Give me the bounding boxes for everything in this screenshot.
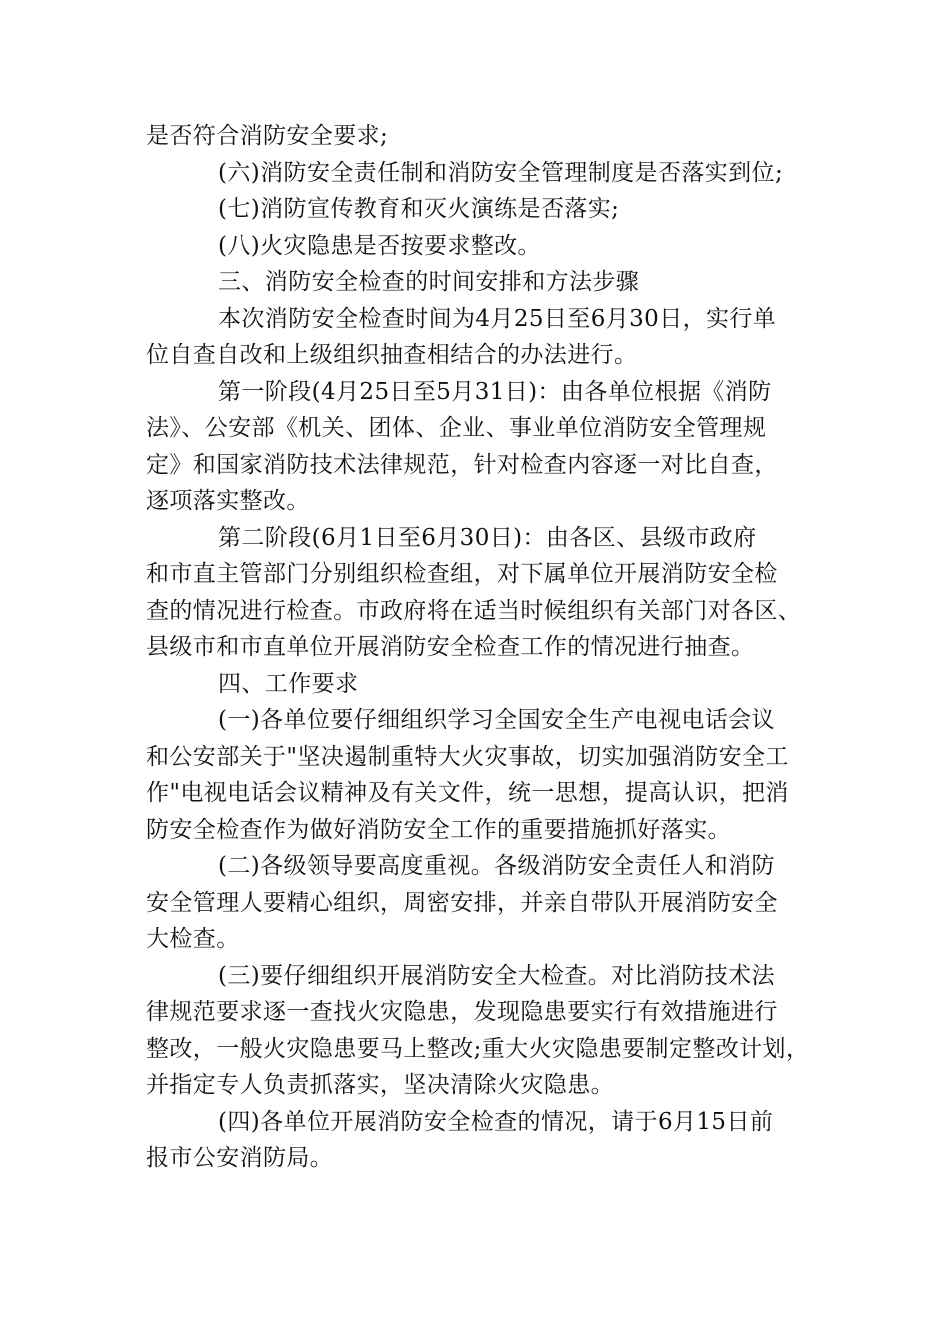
text-line: 律规范要求逐一查找火灾隐患，发现隐患要实行有效措施进行	[146, 999, 778, 1025]
text-line: 法》、公安部《机关、团体、企业、事业单位消防安全管理规	[146, 415, 767, 441]
text-line: (二)各级领导要高度重视。各级消防安全责任人和消防	[218, 853, 775, 879]
text-line: 本次消防安全检查时间为4月25日至6月30日，实行单	[218, 305, 777, 332]
text-line: 位自查自改和上级组织抽查相结合的办法进行。	[146, 342, 638, 368]
text-line: 报市公安消防局。	[146, 1145, 334, 1171]
text-line: 县级市和市直单位开展消防安全检查工作的情况进行抽查。	[146, 634, 755, 660]
text-line: (一)各单位要仔细组织学习全国安全生产电视电话会议	[218, 707, 775, 733]
text-line: 防安全检查作为做好消防安全工作的重要措施抓好落实。	[146, 816, 731, 843]
text-line: (八)火灾隐患是否按要求整改。	[218, 232, 541, 259]
text-line: 大检查。	[146, 926, 240, 952]
text-line: 和市直主管部门分别组织检查组，对下属单位开展消防安全检	[146, 561, 778, 587]
text-line: 第二阶段(6月1日至6月30日)：由各区、县级市政府	[218, 524, 757, 551]
text-line: 安全管理人要精心组织，周密安排，并亲自带队开展消防安全	[146, 889, 778, 916]
text-line: 四、工作要求	[218, 670, 359, 697]
text-line: 并指定专人负责抓落实，坚决清除火灾隐患。	[146, 1072, 614, 1098]
text-line: 逐项落实整改。	[146, 488, 310, 514]
text-line: 作"电视电话会议精神及有关文件，统一思想，提高认识，把消	[146, 780, 789, 806]
text-line: 三、消防安全检查的时间安排和方法步骤	[218, 269, 640, 295]
text-line: 第一阶段(4月25日至5月31日)：由各单位根据《消防	[218, 378, 772, 405]
text-line: (四)各单位开展消防安全检查的情况，请于6月15日前	[218, 1108, 774, 1135]
text-line: 整改，一般火灾隐患要马上整改;重大火灾隐患要制定整改计划，	[146, 1035, 810, 1062]
text-line: 是否符合消防安全要求;	[146, 123, 389, 149]
document-body	[146, 118, 818, 1177]
text-line: (七)消防宣传教育和灭火演练是否落实;	[218, 196, 620, 222]
text-line: 和公安部关于"坚决遏制重特大火灾事故，切实加强消防安全工	[146, 743, 789, 770]
text-line: (六)消防安全责任制和消防安全管理制度是否落实到位;	[218, 159, 784, 186]
text-line: (三)要仔细组织开展消防安全大检查。对比消防技术法	[218, 962, 775, 989]
text-line: 定》和国家消防技术法律规范，针对检查内容逐一对比自查，	[146, 451, 778, 478]
text-line: 查的情况进行检查。市政府将在适当时候组织有关部门对各区、	[146, 597, 802, 624]
